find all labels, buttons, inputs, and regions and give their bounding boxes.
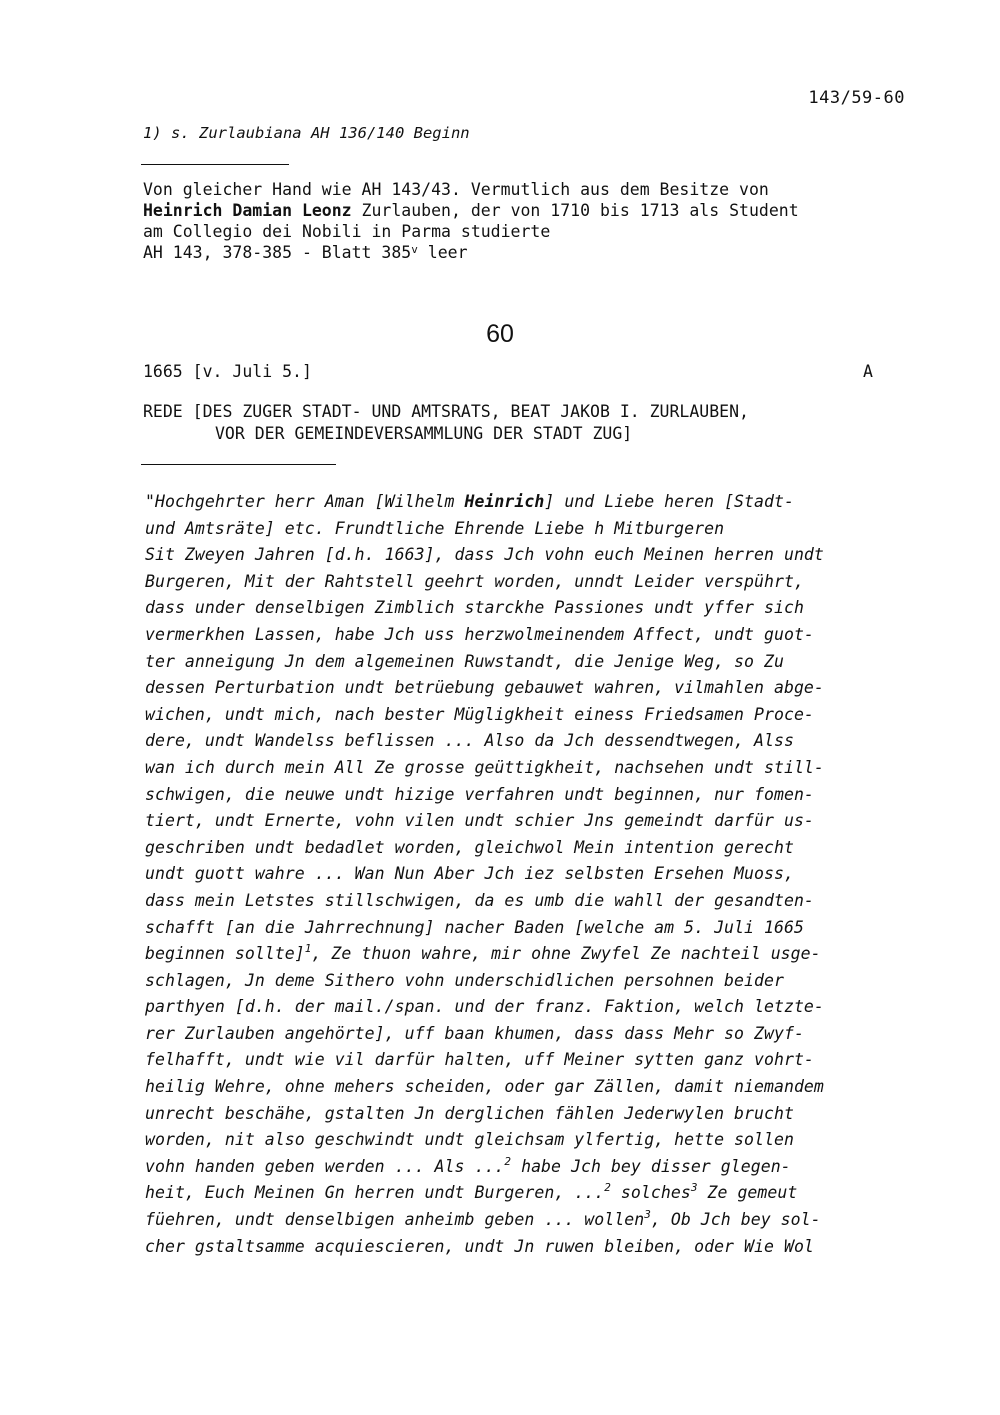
document-title xyxy=(143,401,749,445)
speech-text xyxy=(145,489,824,1260)
speech-line: dere, undt Wandelss beflissen ... Also da Jch dessendtwegen, Alss xyxy=(145,731,794,751)
speech-line: wichen, undt mich, nach bester Mügligkheit einess Friedsamen Proce- xyxy=(145,704,814,724)
provenance-line-3: am Collegio dei Nobili in Parma studierte xyxy=(143,222,551,241)
speech-line: "Hochgehrter herr Aman [Wilhelm Heinrich] und Liebe heren [Stadt- xyxy=(145,492,794,511)
speech-line: wan ich durch mein All Ze grosse geüttigkheit, nachsehen undt still- xyxy=(145,757,824,777)
speech-line: schafft [an die Jahrrechnung] nacher Baden [welche am 5. Juli 1665 xyxy=(145,917,804,937)
speech-line: rer Zurlauben angehörte], uff baan khumen, dass dass Mehr so Zwyf- xyxy=(145,1023,804,1043)
person-name-bold: Heinrich Damian Leonz xyxy=(143,201,352,220)
speech-line: worden, nit also geschwindt undt gleichsam ylfertig, hette sollen xyxy=(145,1130,794,1150)
speech-line: dessen Perturbation undt betrüebung gebauwet wahren, vilmahlen abge- xyxy=(145,678,824,698)
title-line-1: REDE [DES ZUGER STADT- UND AMTSRATS, BEAT JAKOB I. ZURLAUBEN, xyxy=(143,402,749,421)
speech-line: dass under denselbigen Zimblich starckhe Passiones undt yffer sich xyxy=(145,598,804,618)
speech-line: vohn handen geben werden ... Als ...$^2$ habe Jch bey disser glegen- xyxy=(145,1154,791,1176)
speech-line: Sit Zweyen Jahren [d.h. 1663], dass Jch vohn euch Meinen herren undt xyxy=(145,545,824,565)
footnote-ref-2b: 2 xyxy=(604,1181,611,1195)
speech-line: füehren, undt denselbigen anheimb geben ... wollen$^3$, Ob Jch bey sol- xyxy=(145,1208,821,1230)
provenance-note xyxy=(143,179,799,263)
footnote-ref-3: 3 xyxy=(690,1181,698,1195)
separator-rule-title xyxy=(141,464,336,465)
speech-line: Burgeren, Mit der Rahtstell geehrt worden, unndt Leider verspührt, xyxy=(145,571,804,591)
footnote-ref-2: 2 xyxy=(504,1154,512,1168)
provenance-line-2 xyxy=(143,200,799,221)
speech-line: cher gstaltsamme acquiescieren, undt Jn ruwen bleiben, oder Wie Wol xyxy=(145,1236,814,1256)
provenance-line-2-rest: Zurlauben, der von 1710 bis 1713 als Student xyxy=(351,201,799,220)
speech-line: heit, Euch Meinen Gn herren undt Burgeren, ...$^2$ solches$^3$ Ze gemeut xyxy=(145,1181,798,1203)
verso-superscript: v xyxy=(411,243,418,256)
speech-line: beginnen sollte]$^1$, Ze thuon wahre, mir ohne Zwyfel Ze nachteil usge- xyxy=(145,942,821,964)
footnote-ref-1: 1 xyxy=(304,942,312,956)
speech-line: felhafft, undt wie vil darfür halten, uff Meiner sytten ganz vohrt- xyxy=(145,1050,814,1070)
speech-line: parthyen [d.h. der mail./span. und der franz. Faktion, welch letzte- xyxy=(145,997,824,1017)
speech-line: ter anneigung Jn dem algemeinen Ruwstandt, die Jenige Weg, so Zu xyxy=(145,651,784,671)
speech-line: schwigen, die neuwe undt hizige verfahren undt beginnen, nur fomen- xyxy=(145,784,814,804)
provenance-line-4 xyxy=(143,242,799,263)
speech-line: schlagen, Jn deme Sithero vohn underschidlichen persohnen beider xyxy=(145,970,784,990)
document-number: 60 xyxy=(486,320,514,348)
footnote-ref-3b: 3 xyxy=(644,1208,651,1222)
speech-line: heilig Wehre, ohne mehers scheiden, oder gar Zällen, damit niemandem xyxy=(145,1077,824,1097)
speech-line: vermerkhen Lassen, habe Jch uss herzwolmeinendem Affect, undt guot- xyxy=(145,624,814,644)
separator-rule-top xyxy=(141,164,289,165)
name-heinrich-bold: Heinrich xyxy=(464,492,545,511)
speech-line: dass mein Letstes stillschwigen, da es umb die wahll der gesandten- xyxy=(145,890,814,910)
speech-line: tiert, undt Ernerte, vohn vilen undt schier Jns gemeindt darfür us- xyxy=(145,811,814,831)
document-date: 1665 [v. Juli 5.] xyxy=(143,362,312,381)
speech-line: und Amtsräte] etc. Frundtliche Ehrende Liebe h Mitburgeren xyxy=(145,518,725,538)
speech-line: unrecht beschähe, gstalten Jn derglichen fählen Jederwylen brucht xyxy=(145,1103,794,1123)
document-letter: A xyxy=(863,362,873,381)
shelfmark: AH 143, 378-385 - Blatt 385 xyxy=(143,243,412,262)
title-line-2: VOR DER GEMEINDEVERSAMMLUNG DER STADT ZUG] xyxy=(215,424,633,443)
archive-reference: 143/59-60 xyxy=(808,88,905,108)
blank-note: leer xyxy=(417,243,468,262)
footnote-1: 1) s. Zurlaubiana AH 136/140 Beginn xyxy=(143,124,470,142)
provenance-line-1: Von gleicher Hand wie AH 143/43. Vermutlich aus dem Besitze von xyxy=(143,180,769,199)
speech-line: geschriben undt bedadlet worden, gleichwol Mein intention gerecht xyxy=(145,837,794,857)
speech-line: undt guott wahre ... Wan Nun Aber Jch iez selbsten Ersehen Muoss, xyxy=(145,864,794,884)
